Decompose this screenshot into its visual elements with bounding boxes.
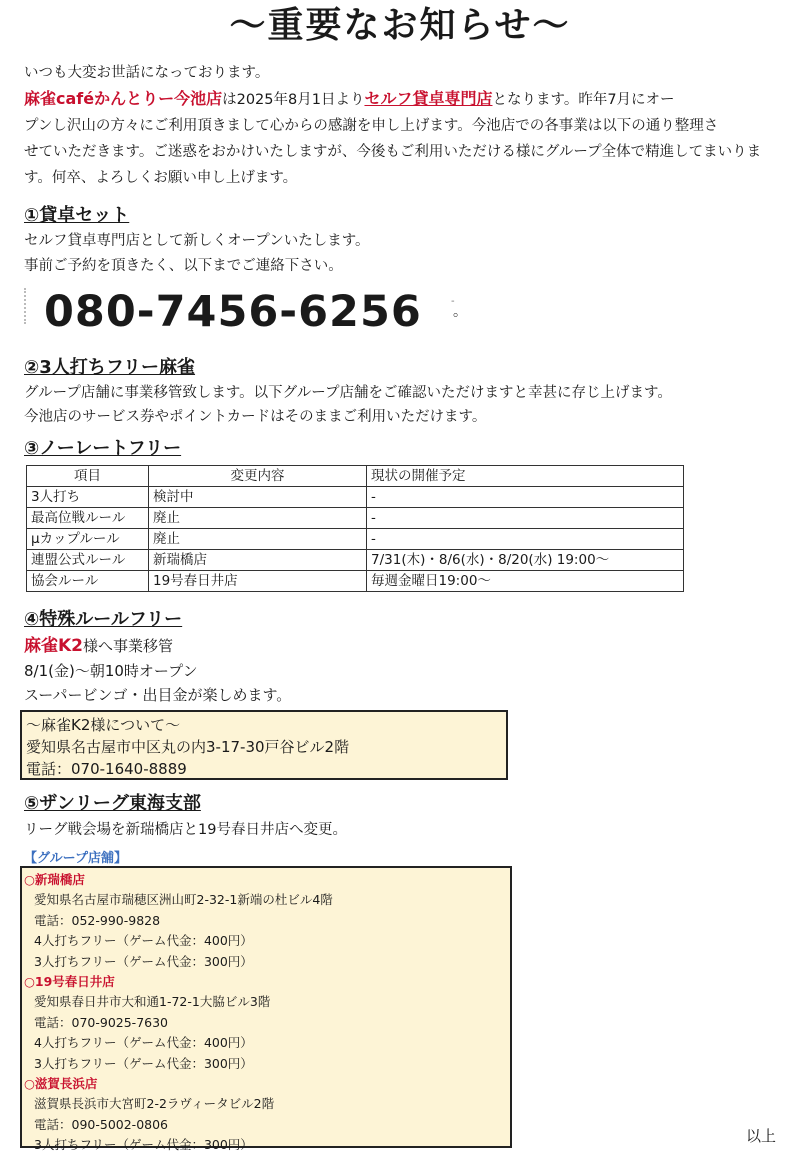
table-cell: 毎週金曜日19:00〜 bbox=[367, 571, 684, 592]
intro-greeting: いつも大変お世話になっております。 bbox=[24, 65, 270, 81]
section-4-line-1: 8/1(金)〜朝10時オープン bbox=[24, 662, 198, 680]
table-cell: 検討中 bbox=[149, 487, 367, 508]
store-fee: 4人打ちフリー（ゲーム代金：400円） bbox=[34, 933, 253, 948]
rules-table bbox=[26, 465, 684, 592]
table-header: 現状の開催予定 bbox=[367, 466, 684, 487]
store-address: 滋賀県長浜市大宮町2-2ラヴィータビル2階 bbox=[34, 1096, 275, 1111]
section-3 bbox=[24, 436, 181, 462]
table-row bbox=[27, 487, 684, 508]
group-stores-box bbox=[20, 866, 512, 1152]
table-header: 変更内容 bbox=[149, 466, 367, 487]
table-cell: 廃止 bbox=[149, 529, 367, 550]
intro-line-3: プンし沢山の方々にご利用頂きまして心からの感謝を申し上げます。今池店での各事業は以下の通り整理さ bbox=[24, 118, 719, 134]
k2-address: 愛知県名古屋市中区丸の内3-17-30戸谷ビル2階 bbox=[26, 738, 350, 756]
section-2 bbox=[24, 355, 672, 429]
table-cell: 連盟公式ルール bbox=[27, 550, 149, 571]
k2-suffix: 様へ事業移管 bbox=[83, 637, 174, 655]
store-tel: 電話：090-5002-0806 bbox=[34, 1116, 169, 1132]
table-cell: 協会ルール bbox=[27, 571, 149, 592]
section-4-heading: ④特殊ルールフリー bbox=[24, 609, 183, 630]
section-1-line-1: セルフ貸卓専門店として新しくオープンいたします。 bbox=[24, 233, 370, 249]
new-store-type: セルフ貸卓専門店 bbox=[364, 89, 493, 108]
section-5-heading: ⑤ザンリーグ東海支部 bbox=[24, 793, 201, 814]
table-cell: μカップルール bbox=[27, 529, 149, 550]
intro-line-5: す。何卒、よろしくお願い申し上げます。 bbox=[24, 170, 298, 186]
table-cell: 7/31(木)・8/6(水)・8/20(水) 19:00〜 bbox=[367, 550, 684, 571]
store-fee: 3人打ちフリー（ゲーム代金：300円） bbox=[34, 1137, 253, 1152]
store-tel: 電話：070-9025-7630 bbox=[34, 1014, 169, 1030]
table-header: 項目 bbox=[27, 466, 149, 487]
store-name: ○19号春日井店 bbox=[24, 974, 115, 989]
table-row bbox=[27, 571, 684, 592]
k2-name: 麻雀K2 bbox=[24, 636, 84, 656]
k2-info-box bbox=[20, 710, 508, 780]
store-name: ○新瑞橋店 bbox=[24, 872, 85, 887]
table-cell: 最高位戦ルール bbox=[27, 508, 149, 529]
k2-tel: 電話：070-1640-8889 bbox=[26, 760, 187, 778]
store-fee: 3人打ちフリー（ゲーム代金：300円） bbox=[34, 1055, 253, 1071]
intro-line-4: せていただきます。ご迷惑をおかけいたしますが、今後もご利用いただける様にグループ全体で精進してまいりま bbox=[24, 144, 762, 160]
table-cell: 19号春日井店 bbox=[149, 571, 367, 592]
table-cell: - bbox=[367, 487, 684, 508]
section-1-line-2: 事前ご予約を頂きたく、以下までご連絡下さい。 bbox=[24, 258, 343, 274]
table-cell: - bbox=[367, 529, 684, 550]
edge-mark bbox=[24, 288, 29, 324]
store-fee: 4人打ちフリー（ゲーム代金：400円） bbox=[34, 1035, 253, 1050]
k2-box-title: 〜麻雀K2様について〜 bbox=[26, 716, 181, 734]
section-2-line-1: グループ店舗に事業移管致します。以下グループ店舗をご確認いただけますと幸甚に存じ上げます。 bbox=[24, 385, 672, 401]
section-4-k2-line bbox=[24, 633, 291, 659]
phone-suffix: 。 bbox=[453, 304, 467, 320]
store-name: ○滋賀長浜店 bbox=[24, 1076, 98, 1091]
table-header-row bbox=[27, 466, 684, 487]
section-5-line-1: リーグ戦会場を新瑞橋店と19号春日井店へ変更。 bbox=[24, 822, 347, 838]
section-1-heading: ①貸卓セット bbox=[24, 205, 130, 226]
page-title: 〜重要なお知らせ〜 bbox=[229, 5, 571, 46]
store-fee: 3人打ちフリー（ゲーム代金：300円） bbox=[34, 953, 253, 969]
section-1 bbox=[24, 203, 370, 279]
phone-mark: - bbox=[451, 296, 455, 307]
section-2-heading: ②3人打ちフリー麻雀 bbox=[24, 357, 196, 378]
table-cell: 新瑞橋店 bbox=[149, 550, 367, 571]
table-cell: - bbox=[367, 508, 684, 529]
store-tel: 電話：052-990-9828 bbox=[34, 912, 161, 928]
store-name: 麻雀caféかんとりー今池店 bbox=[24, 89, 223, 108]
table-row bbox=[27, 550, 684, 571]
intro bbox=[24, 60, 784, 191]
section-5 bbox=[24, 791, 347, 843]
section-2-line-2: 今池店のサービス券やポイントカードはそのままご利用いただけます。 bbox=[24, 409, 487, 425]
section-4-line-2: スーパービンゴ・出目金が楽しめます。 bbox=[24, 686, 292, 704]
section-3-heading: ③ノーレートフリー bbox=[24, 438, 182, 459]
closing-text: 以上 bbox=[746, 1127, 777, 1145]
store-address: 愛知県春日井市大和通1-72-1大脇ビル3階 bbox=[34, 994, 271, 1009]
table-cell: 廃止 bbox=[149, 508, 367, 529]
table-cell: 3人打ち bbox=[27, 487, 149, 508]
section-4 bbox=[24, 607, 291, 707]
table-row bbox=[27, 529, 684, 550]
intro-text-2: となります。昨年7月にオー bbox=[492, 92, 675, 108]
table-row bbox=[27, 508, 684, 529]
group-stores-label: 【グループ店舗】 bbox=[24, 851, 127, 866]
reservation-phone: 080-7456-6256 bbox=[44, 287, 422, 337]
intro-text-1: は2025年8月1日より bbox=[222, 92, 365, 108]
store-address: 愛知県名古屋市瑞穂区洲山町2-32-1新端の杜ビル4階 bbox=[34, 892, 333, 907]
intro-line-2 bbox=[24, 86, 784, 113]
